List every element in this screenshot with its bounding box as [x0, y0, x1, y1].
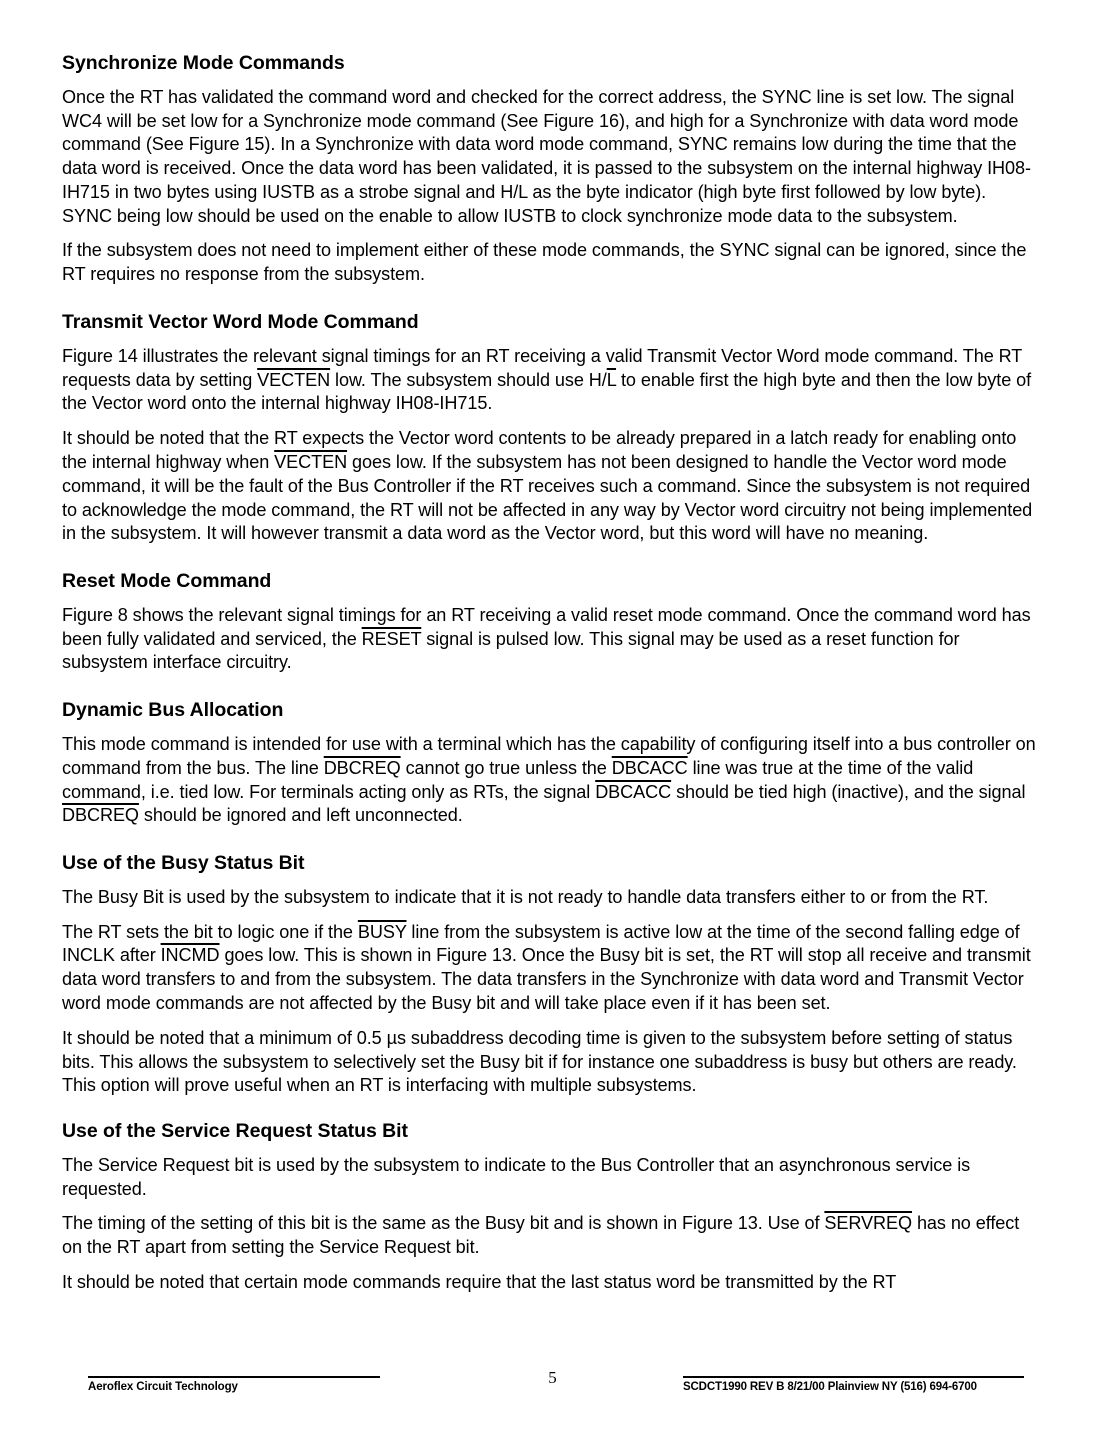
text-fragment: Figure 14 illustrates the relevant signal timings for an RT receiving a valid Transmit Vector Word mode command. The RT requests data by setting [62, 345, 1022, 390]
signal-name-vecten: VECTEN [257, 369, 331, 390]
signal-name-dbcreq: DBCREQ [323, 757, 401, 778]
text-fragment: It should be noted that the RT expects the Vector word contents to be already prepared in a latch ready for enabling onto the internal highway when [62, 428, 1017, 472]
signal-name-dbcacc: DBCACC [611, 757, 688, 778]
heading-transmit-vector-word-mode-command: Transmit Vector Word Mode Command [62, 311, 419, 334]
text-fragment: goes low. This is shown in Figure 13. Once the Busy bit is set, the RT will stop all receive and transmit data word transfers to and from the subsystem. The data transfers in the Synchronize with data word and Transmit Vector word mode commands are not affected by the Busy bit and will take place even if it has been set. [62, 945, 1031, 1013]
signal-name-dbcreq: DBCREQ [62, 805, 139, 826]
paragraph-busy-3: It should be noted that a minimum of 0.5 µs subaddress decoding time is given to the subsystem before setting of status bits. This allows the subsystem to selectively set the Busy bit if for instance one subaddress is busy but others are ready. This option will prove useful when an RT is interfacing with multiple subsystems. [62, 1027, 1017, 1096]
paragraph-vector-1 [62, 345, 1040, 416]
text-fragment: Figure 8 shows the relevant signal timings for an RT receiving a valid reset mode command. Once the command word has been fully validated and serviced, the [62, 604, 1031, 649]
paragraph-busy-1: The Busy Bit is used by the subsystem to indicate that it is not ready to handle data transfers either to or from the RT. [62, 886, 989, 907]
text-fragment: goes low. If the subsystem has not been designed to handle the Vector word mode command, it will be the fault of the Bus Controller if the RT receives such a command. Since the subsystem is not required to acknowledge the mode command, the RT will not be affected in any way by Vector word circuitry not being implemented in the subsystem. It will however transmit a data word as the Vector word, but this word will have no meaning. [62, 451, 1033, 544]
paragraph-synchronize-1: Once the RT has validated the command word and checked for the correct address, the SYNC line is set low. The signal WC4 will be set low for a Synchronize mode command (See Figure 16), and high for a Synchronize with data word mode command (See Figure 15). In a Synchronize with data word mode command, SYNC remains low during the time that the data word is received. Once the data word has been validated, it is passed to the subsystem on the internal highway IH08-IH715 in two bytes using IUSTB as a strobe signal and H/L as the byte indicator (high byte first followed by low byte). SYNC being low should be used on the enable to allow IUSTB to clock synchronize mode data to the subsystem. [62, 86, 1031, 226]
paragraph-synchronize-2: If the subsystem does not need to implement either of these mode commands, the SYNC signal can be ignored, since the RT requires no response from the subsystem. [62, 240, 1027, 285]
signal-name-servreq: SERVREQ [824, 1213, 912, 1234]
text-fragment: signal is pulsed low. This signal may be used as a reset function for subsystem interface circuitry. [62, 628, 960, 673]
page-content [62, 52, 1040, 1295]
paragraph-service-request-2 [62, 1212, 1040, 1260]
heading-synchronize-mode-commands: Synchronize Mode Commands [62, 52, 345, 74]
text-fragment: should be tied high (inactive), and the signal [671, 781, 1026, 802]
footer-page-number: 5 [548, 1368, 557, 1387]
signal-name-dbcacc: DBCACC [595, 781, 672, 802]
paragraph-vector-2 [62, 427, 1040, 546]
text-fragment: cannot go true unless the [400, 757, 612, 778]
signal-name-vecten: VECTEN [274, 451, 348, 472]
heading-use-of-the-busy-status-bit: Use of the Busy Status Bit [62, 852, 305, 875]
text-fragment: This mode command is intended for use with a terminal which has the capability of configuring itself into a bus controller on command from the bus. The line [62, 733, 1036, 778]
paragraph-busy-2 [62, 921, 1040, 1016]
heading-use-of-the-service-request-status-bit: Use of the Service Request Status Bit [62, 1120, 408, 1143]
text-fragment: has no effect on the RT apart from setting the Service Request bit. [62, 1213, 1020, 1258]
text-fragment: should be ignored and left unconnected. [138, 805, 463, 826]
heading-dynamic-bus-allocation: Dynamic Bus Allocation [62, 699, 284, 722]
page-footer [0, 1368, 1105, 1410]
signal-name-l-bar: $\overline{L}$ [606, 369, 617, 390]
text-fragment: line from the subsystem is active low at the time of the second falling edge of INCLK after [62, 921, 1020, 966]
text-fragment: The timing of the setting of this bit is the same as the Busy bit and is shown in Figure 13. Use of [62, 1213, 825, 1234]
text-fragment: line was true at the time of the valid command, i.e. tied low. For terminals acting only as RTs, the signal [62, 757, 974, 802]
footer-document-reference: SCDCT1990 REV B 8/21/00 Plainview NY (516) 694-6700 [683, 1376, 1024, 1395]
signal-name-incmd: INCMD [160, 945, 220, 966]
footer-company-name: Aeroflex Circuit Technology [88, 1376, 380, 1395]
signal-name-reset: RESET [361, 628, 422, 649]
paragraph-dynamic-bus-allocation-1 [62, 733, 1040, 828]
paragraph-service-request-1: The Service Request bit is used by the subsystem to indicate to the Bus Controller that an asynchronous service is requested. [62, 1154, 971, 1199]
heading-reset-mode-command: Reset Mode Command [62, 570, 272, 593]
paragraph-reset-1 [62, 604, 1040, 675]
paragraph-service-request-3: It should be noted that certain mode commands require that the last status word be transmitted by the RT [62, 1272, 897, 1293]
text-fragment: to enable first the high byte and then the low byte of the Vector word onto the internal highway IH08-IH715. [62, 369, 1032, 414]
signal-name-busy: BUSY [357, 921, 407, 942]
text-fragment: low. The subsystem should use H/ [330, 369, 607, 390]
text-fragment: The RT sets the bit to logic one if the [62, 921, 358, 942]
